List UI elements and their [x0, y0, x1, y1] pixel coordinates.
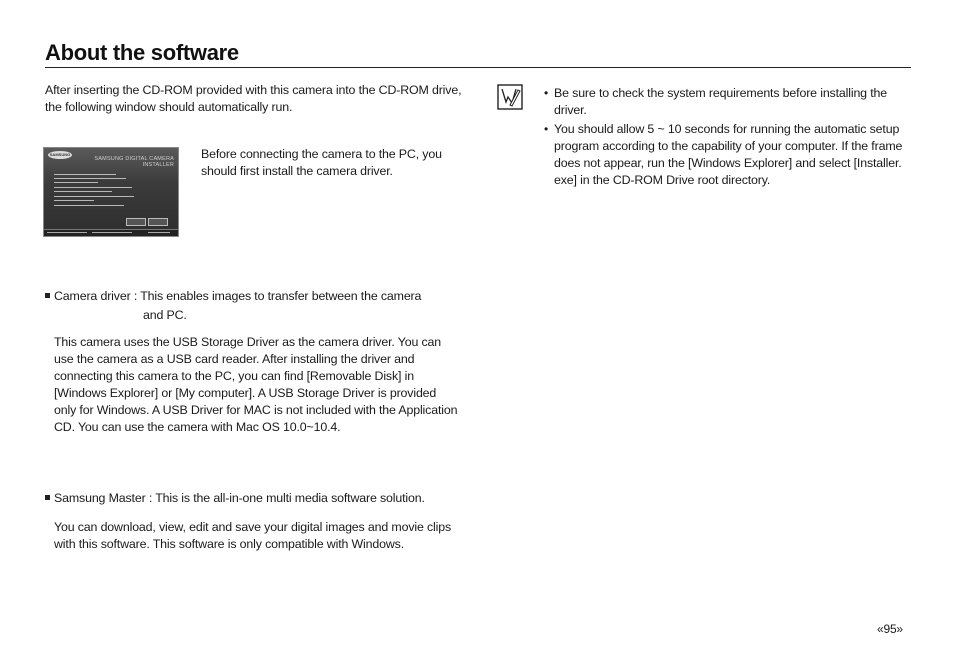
installer-heading-line2: INSTALLER [142, 162, 174, 168]
camera-driver-label-continued: and PC. [143, 308, 187, 322]
intro-text: After inserting the CD-ROM provided with this camera into the CD-ROM drive, the following window should automatically run. [45, 83, 462, 114]
square-bullet-icon [45, 293, 50, 298]
installer-text-line [54, 191, 112, 192]
note-text: Be sure to check the system requirements before installing the driver. [554, 86, 887, 117]
page-number: «95» [877, 622, 903, 636]
installer-window-screenshot [43, 147, 179, 237]
installer-text-line [54, 182, 98, 183]
installer-install-button [126, 218, 146, 226]
note-item [544, 85, 906, 119]
bullet-dot-icon: • [544, 86, 549, 100]
installer-text-line [54, 205, 124, 206]
installer-text-line [54, 174, 116, 175]
note-item [544, 121, 906, 189]
samsung-master-label: Samsung Master : This is the all-in-one multi media software solution. [54, 491, 425, 505]
samsung-master-description: You can download, view, edit and save your digital images and movie clips with this software. This software is only compatible with Windows. [54, 520, 452, 551]
square-bullet-icon [45, 495, 50, 500]
camera-driver-description: This camera uses the USB Storage Driver as the camera driver. You can use the camera as a USB card reader. After installing the driver and connecting this camera to the PC, you can find [Removable Disk] in [Windows Explorer] or [My computer]. A USB Storage Driver is provided only for Windows. A USB Driver for MAC is not included with the Application CD. You can use the camera with Mac OS 10.0~10.4. [54, 335, 458, 434]
samsung-logo: SAMSUNG [49, 152, 71, 157]
notes-list [544, 85, 906, 191]
installer-footer [44, 229, 178, 236]
installer-heading [94, 156, 174, 168]
note-text: You should allow 5 ~ 10 seconds for running the automatic setup program according to the capability of your computer. If the frame does not appear, run the [Windows Explorer] and select [Installer. exe] in the CD-ROM Drive root directory. [554, 122, 903, 187]
camera-driver-heading [45, 288, 465, 305]
installer-text-line [54, 178, 126, 179]
installer-text-line [54, 196, 134, 197]
installer-cancel-button [148, 218, 168, 226]
before-connect-text: Before connecting the camera to the PC, you should first install the camera driver. [201, 147, 442, 178]
installer-heading-line1: SAMSUNG DIGITAL CAMERA [94, 156, 174, 162]
bullet-dot-icon: • [544, 122, 549, 136]
title-divider [45, 67, 911, 68]
camera-driver-label: Camera driver : This enables images to transfer between the camera [54, 289, 422, 303]
note-pencil-icon [497, 84, 523, 110]
page-title: About the software [45, 40, 239, 65]
installer-text-line [54, 187, 132, 188]
samsung-master-heading [45, 490, 465, 507]
installer-text-line [54, 200, 94, 201]
